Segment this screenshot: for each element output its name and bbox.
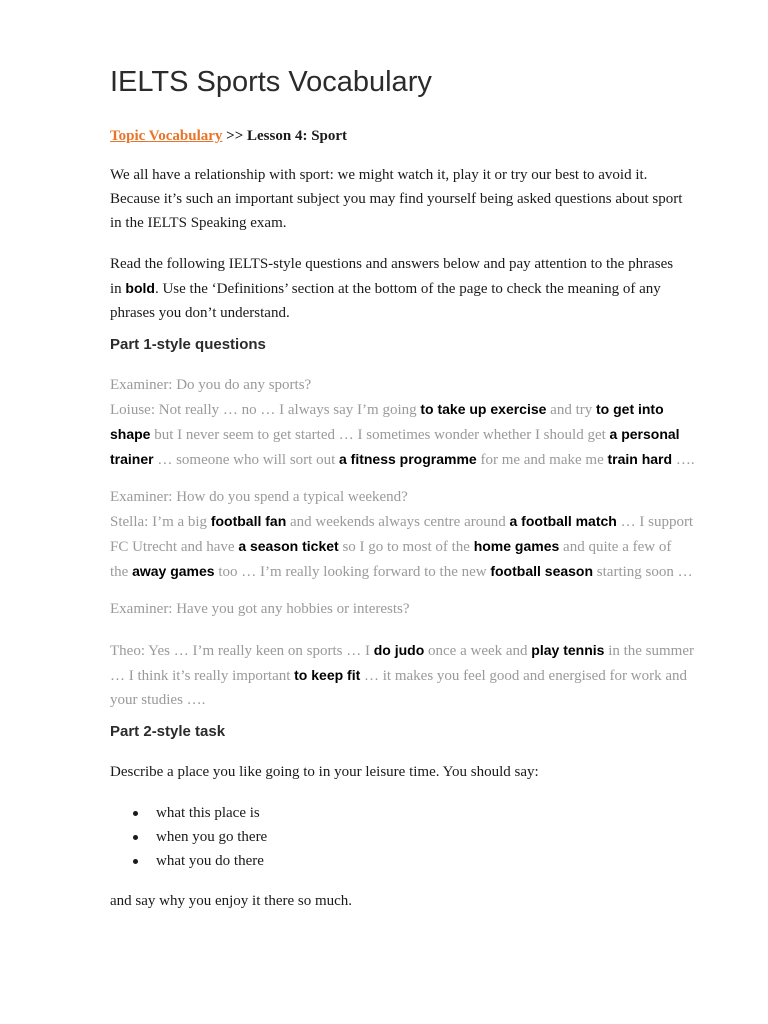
dialog-theo: Theo: Yes … I’m really keen on sports … I do judo once a week and play tennis in the summer … I think it’s really important to keep fit … it makes you feel good and energised for work and your studies ….	[110, 642, 695, 708]
closing-line: and say why you enjoy it there so much.	[110, 893, 353, 909]
breadcrumb	[110, 124, 347, 148]
list-item: when you go there	[110, 825, 267, 849]
bold-keyword: bold	[125, 280, 155, 296]
bullet-icon	[133, 835, 138, 840]
dialog-examiner-hobbies	[110, 597, 720, 621]
page-title: IELTS Sports Vocabulary	[110, 66, 432, 98]
part2-heading: Part 2-style task	[110, 723, 226, 740]
list-item: what you do there	[110, 849, 267, 873]
bullet-icon	[133, 811, 138, 816]
list-item: what this place is	[110, 801, 267, 825]
bullet-icon	[133, 859, 138, 864]
intro-paragraph: We all have a relationship with sport: we might watch it, play it or try our best to avoid it. Because it’s such an important subject you may find yourself being asked questions about sport in the IELTS Speaking exam.	[110, 167, 683, 231]
dialog-loiuse: Examiner: Do you do any sports? Loiuse: Not really … no … I always say I’m going to take up exercise and try to get into shape but I never seem to get started … I sometimes wonder whether I should get a personal trainer … someone who will sort out a fitness programme for me and make me train hard ….	[110, 373, 720, 472]
task-prompt: Describe a place you like going to in your leisure time. You should say:	[110, 764, 539, 780]
examiner-question: Examiner: Have you got any hobbies or interests?	[110, 601, 410, 617]
examiner-question: Examiner: How do you spend a typical weekend?	[110, 489, 408, 505]
part1-heading: Part 1-style questions	[110, 336, 266, 353]
breadcrumb-link-topic-vocabulary[interactable]: Topic Vocabulary	[110, 128, 223, 144]
breadcrumb-separator: >>	[222, 128, 248, 144]
dialog-stella: Examiner: How do you spend a typical weekend? Stella: I’m a big football fan and weekends always centre around a football match … I support FC Utrecht and have a season ticket so I go to most of the home games and quite a few of the away games too … I’m really looking forward to the new football season starting soon …	[110, 485, 720, 584]
instructions-paragraph: Read the following IELTS-style questions and answers below and pay attention to the phrases in bold. Use the ‘Definitions’ section at the bottom of the page to check the meaning of any phrases you don’t understand.	[110, 256, 674, 321]
task-bullet-list	[110, 801, 267, 873]
breadcrumb-current: Lesson 4: Sport	[247, 128, 348, 144]
examiner-question: Examiner: Do you do any sports?	[110, 377, 312, 393]
